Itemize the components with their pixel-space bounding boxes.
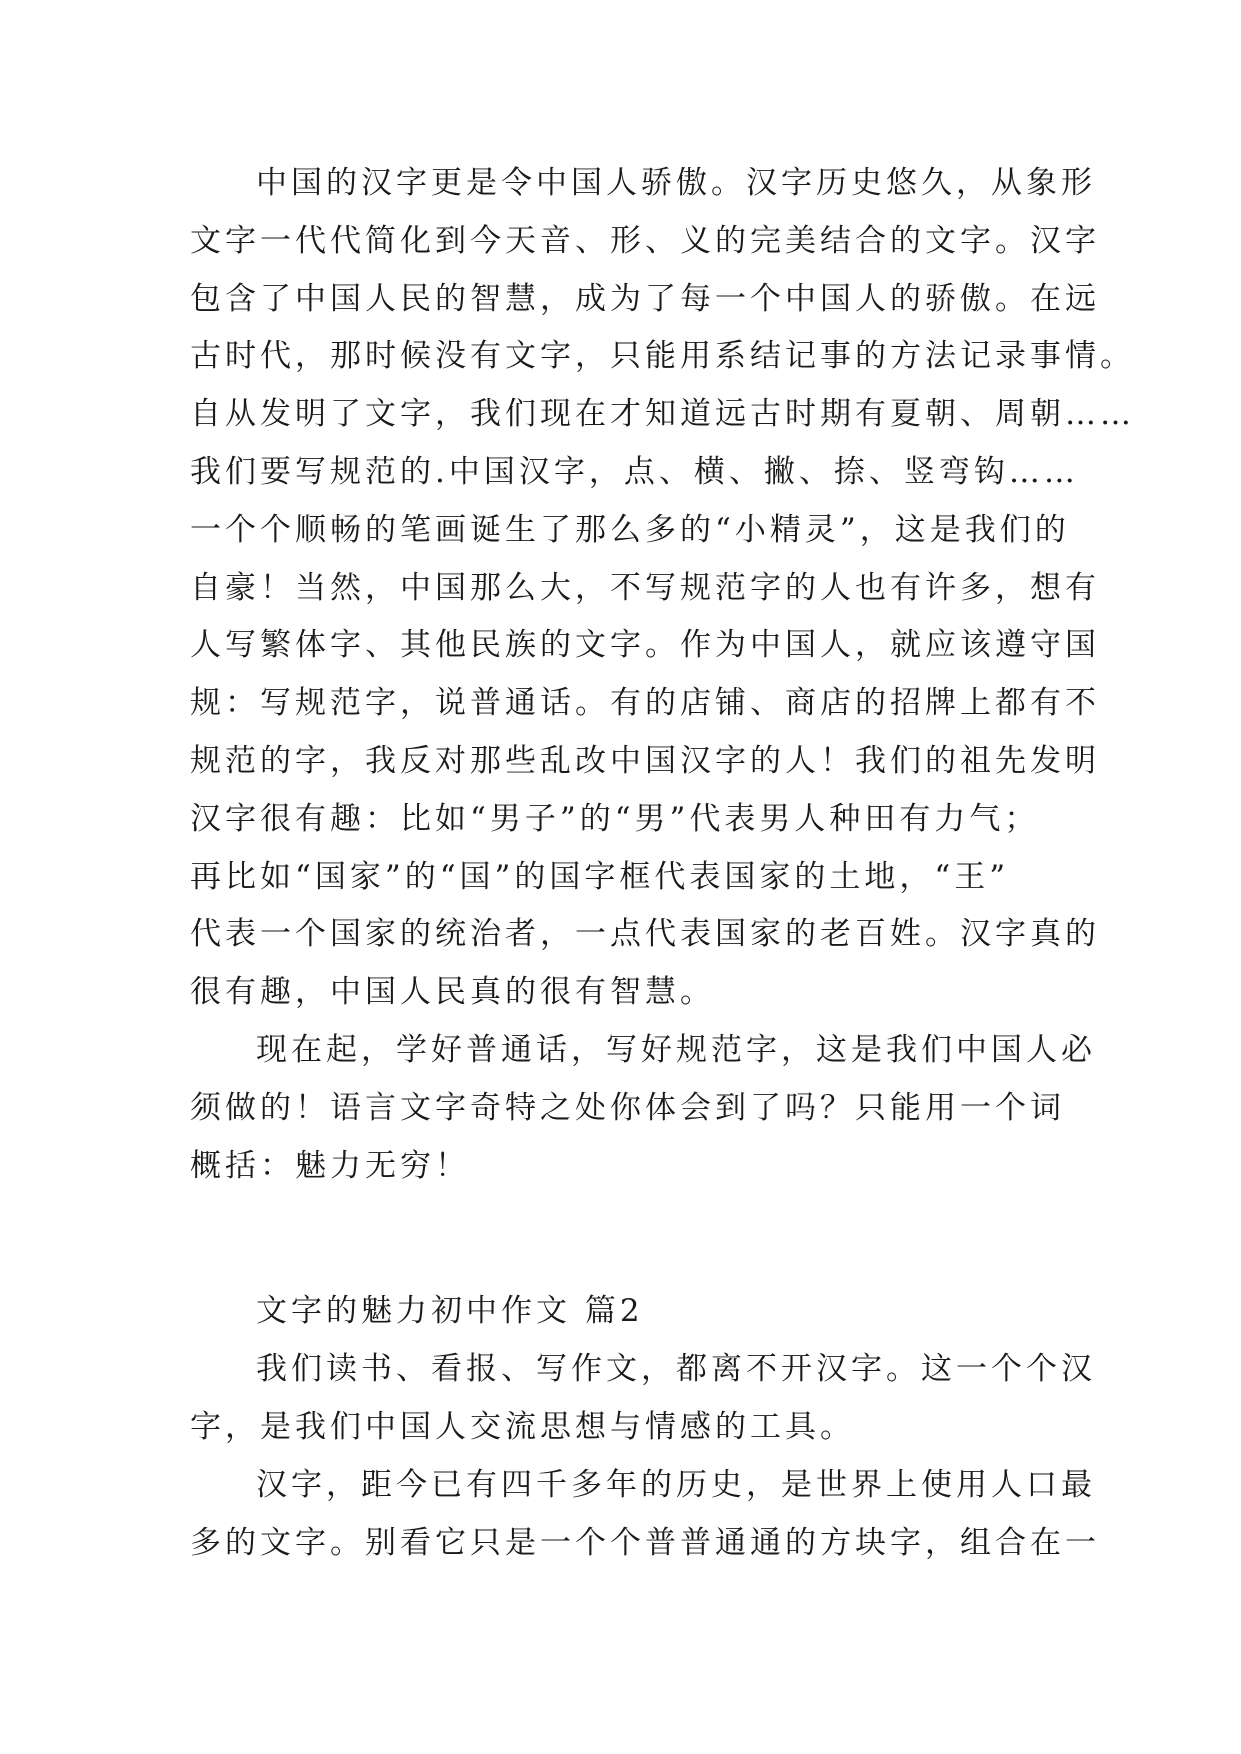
text-line: 再比如“国家”的“国”的国字框代表国家的土地，“王” xyxy=(190,858,1010,895)
text-line: 代表一个国家的统治者，一点代表国家的老百姓。汉字真的 xyxy=(190,916,1100,953)
paragraph xyxy=(190,1022,1096,1195)
document-body xyxy=(190,155,1135,1572)
text-line: 我们要写规范的.中国汉字，点、横、撇、捺、竖弯钩…… xyxy=(190,453,1079,490)
paragraph xyxy=(190,155,1135,1022)
text-line: 字，是我们中国人交流思想与情感的工具。 xyxy=(190,1408,855,1445)
text-line: 汉字很有趣：比如“男子”的“男”代表男人种田有力气； xyxy=(190,800,1040,837)
paragraph xyxy=(190,1341,1096,1457)
text-line: 文字一代代简化到今天音、形、义的完美结合的文字。汉字 xyxy=(190,222,1100,259)
text-line: 现在起，学好普通话，写好规范字，这是我们中国人必 xyxy=(256,1031,1096,1068)
section-spacer xyxy=(190,1195,1050,1283)
text-line: 一个个顺畅的笔画诞生了那么多的“小精灵”，这是我们的 xyxy=(190,511,1070,548)
text-line: 自从发明了文字，我们现在才知道远古时期有夏朝、周朝…… xyxy=(190,396,1135,433)
text-line: 古时代，那时候没有文字，只能用系结记事的方法记录事情。 xyxy=(190,338,1135,375)
section-heading: 文字的魅力初中作文 篇2 xyxy=(256,1293,644,1330)
text-line: 概括：魅力无穷！ xyxy=(190,1147,470,1184)
text-line: 很有趣，中国人民真的很有智慧。 xyxy=(190,974,715,1011)
text-line: 包含了中国人民的智慧，成为了每一个中国人的骄傲。在远 xyxy=(190,280,1100,317)
text-line: 汉字，距今已有四千多年的历史，是世界上使用人口最 xyxy=(256,1466,1096,1503)
paragraph xyxy=(190,1457,1100,1573)
text-line: 中国的汉字更是令中国人骄傲。汉字历史悠久，从象形 xyxy=(256,165,1096,201)
text-line: 自豪！当然，中国那么大，不写规范字的人也有许多，想有 xyxy=(190,569,1100,606)
text-line: 须做的！语言文字奇特之处你体会到了吗？只能用一个词 xyxy=(190,1089,1065,1126)
text-line: 多的文字。别看它只是一个个普普通通的方块字，组合在一 xyxy=(190,1524,1100,1561)
text-line: 人写繁体字、其他民族的文字。作为中国人，就应该遵守国 xyxy=(190,627,1100,664)
text-line: 规：写规范字，说普通话。有的店铺、商店的招牌上都有不 xyxy=(190,685,1100,722)
text-line: 规范的字，我反对那些乱改中国汉字的人！我们的祖先发明 xyxy=(190,742,1100,779)
text-line: 我们读书、看报、写作文，都离不开汉字。这一个个汉 xyxy=(256,1351,1096,1388)
